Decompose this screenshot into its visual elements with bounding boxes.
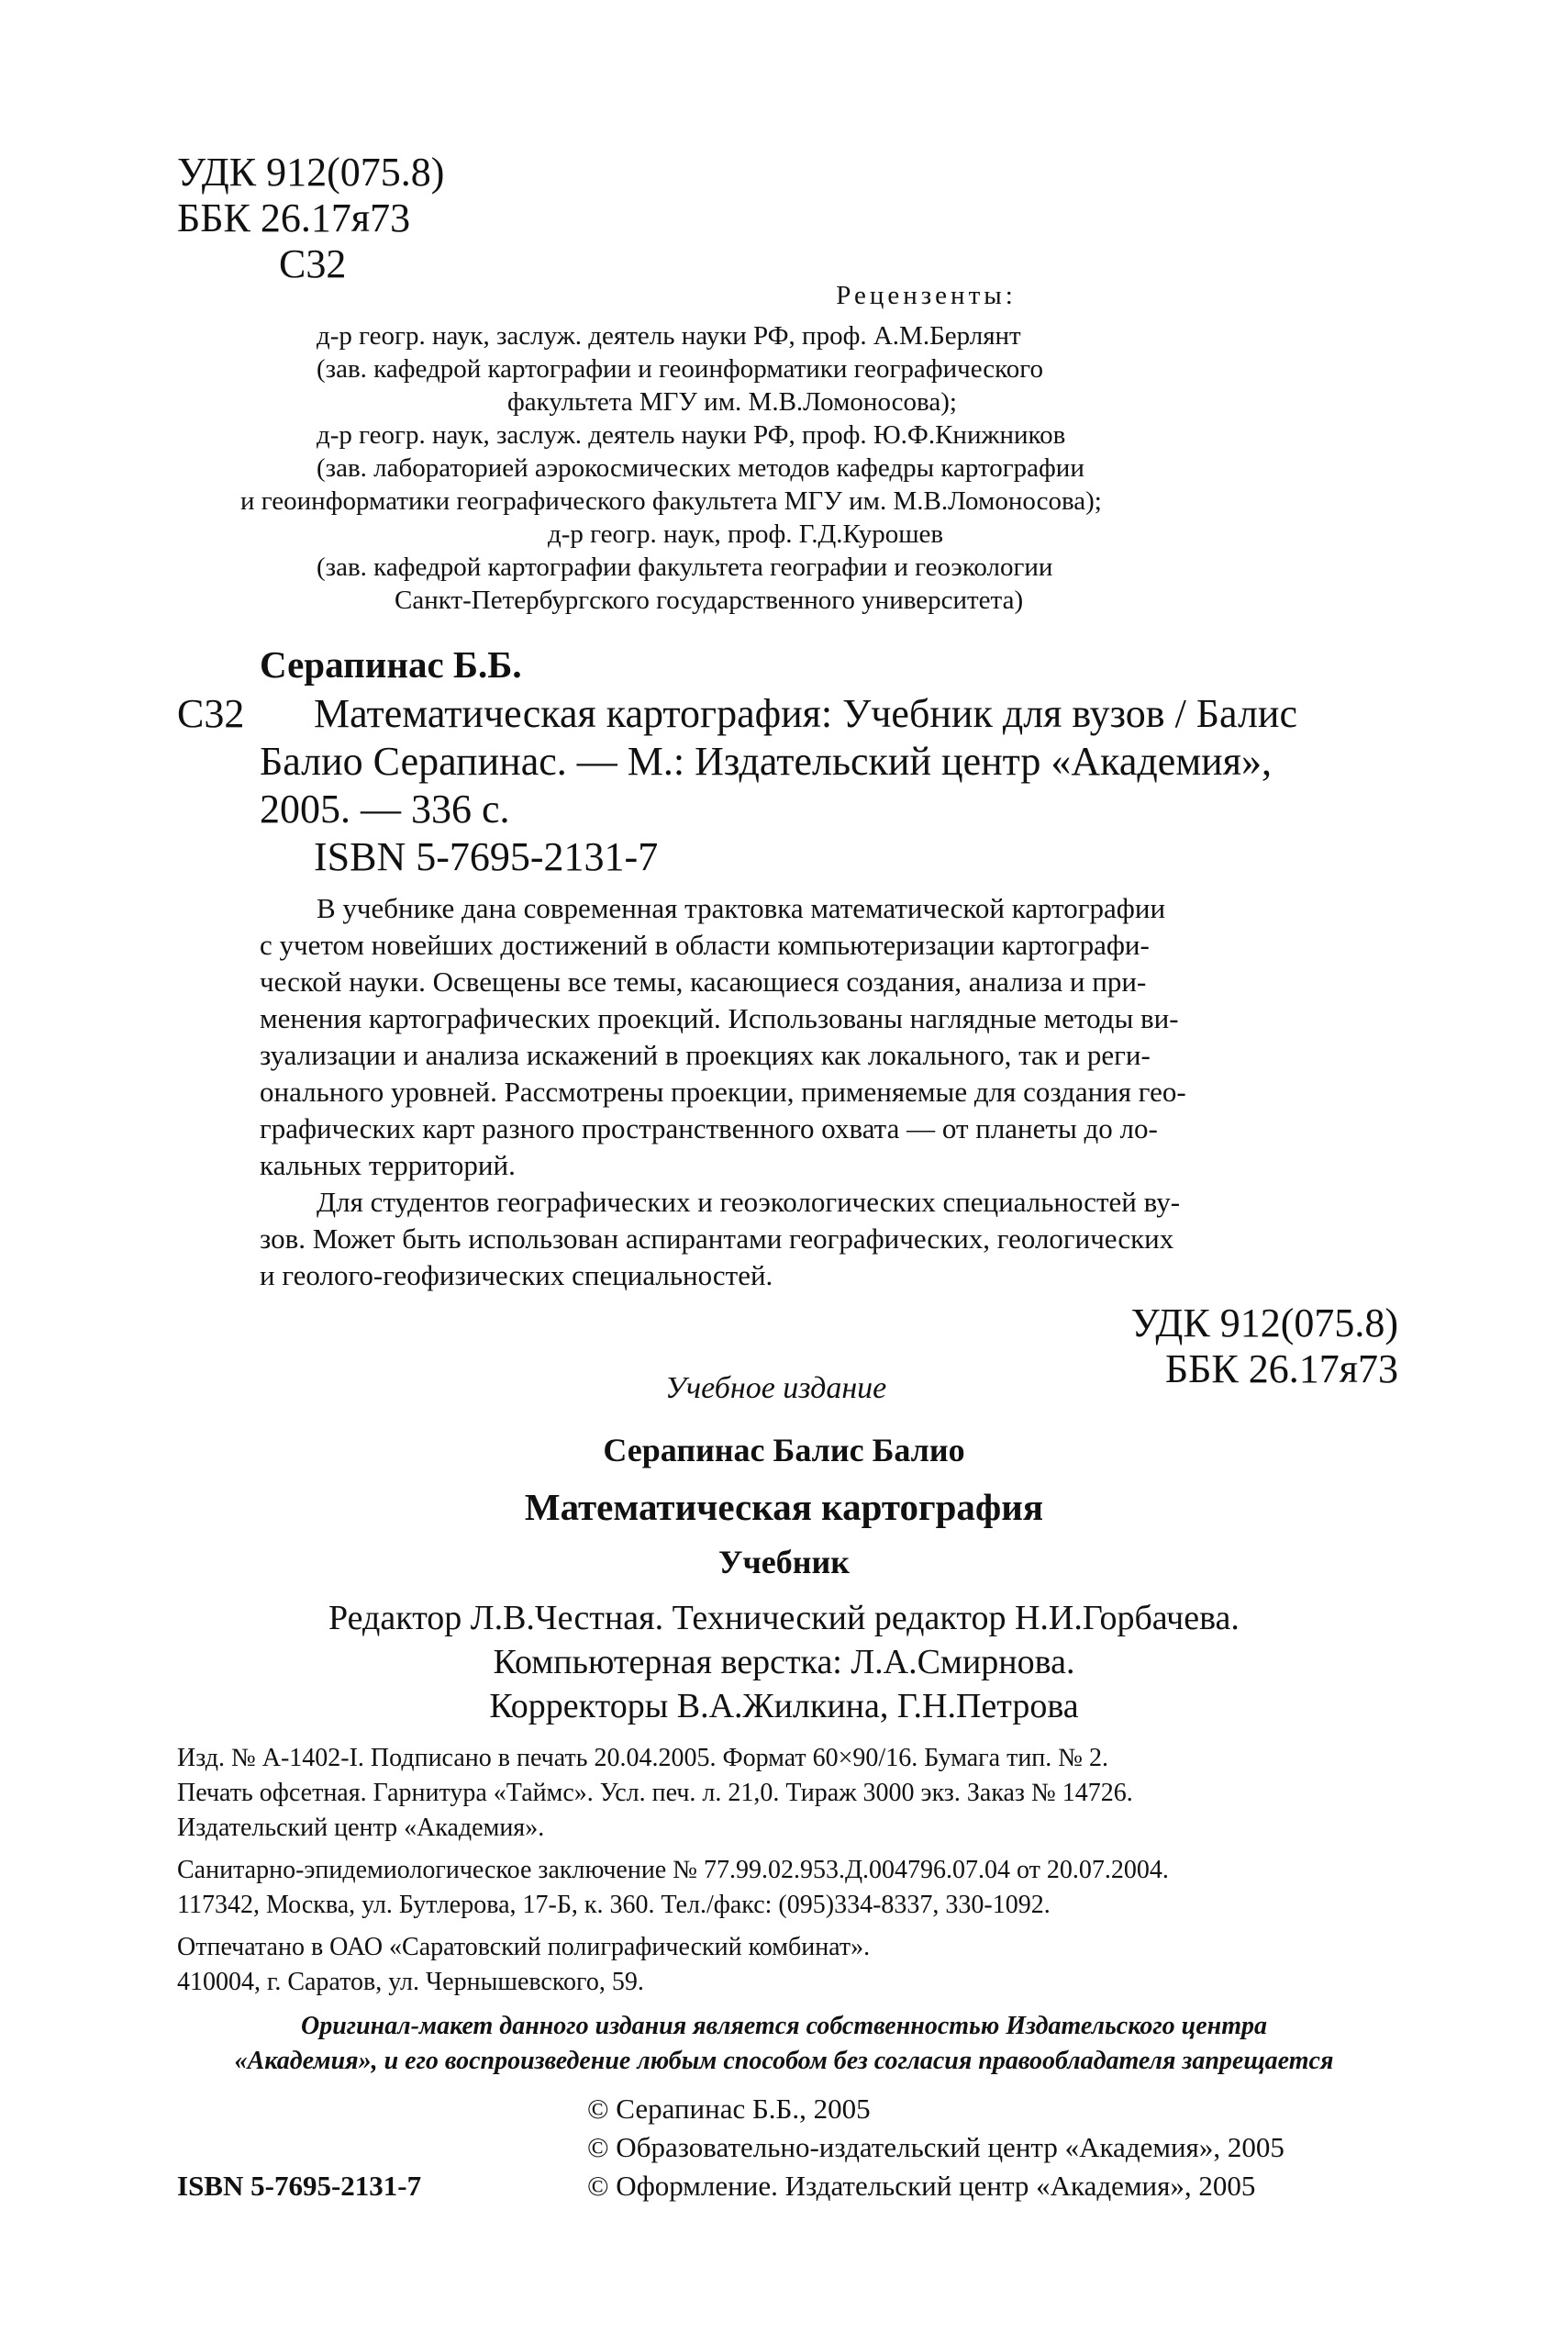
tech-line-4: Санитарно-эпидемиологическое заключение № 77.99.02.953.Д.004796.07.04 от 20.07.2004. [177,1856,1169,1884]
annotation-line-2: с учетом новейших достижений в области компьютеризации картографи- [260,929,1150,961]
bbk-code: ББК 26.17я73 [177,195,411,240]
annotation-line-3: ческой науки. Освещены все темы, касающиеся создания, анализа и при- [260,966,1147,998]
tech-line-7: 410004, г. Саратов, ул. Чернышевского, 59. [177,1968,644,1996]
reviewer-line-8: (зав. кафедрой картографии факультета географии и геоэкологии [317,553,1053,582]
edition-type: Учебное издание [665,1371,887,1405]
imprint-isbn: ISBN 5-7695-2131-7 [177,2170,422,2202]
imprint-subtitle: Учебник [718,1544,850,1580]
reviewer-line-3: факультета МГУ им. М.В.Ломоносова); [507,387,957,417]
annotation-line-5: зуализации и анализа искажений в проекциях как локального, так и реги- [260,1039,1151,1071]
catalog-line-1: Математическая картография: Учебник для вузов / Балис [314,691,1298,736]
imprint-author: Серапинас Балис Балио [603,1432,965,1468]
tech-line-2: Печать офсетная. Гарнитура «Таймс». Усл. печ. л. 21,0. Тираж 3000 экз. Заказ № 14726. [177,1779,1133,1807]
reviewer-line-1: д-р геогр. наук, заслуж. деятель науки РФ, проф. А.М.Берлянт [317,321,1021,351]
annotation-audience-line-3: и геолого-геофизических специальностей. [260,1259,773,1291]
catalog-line-2: Балио Серапинас. — М.: Издательский центр «Академия», [260,739,1272,784]
catalog-code: С32 [177,691,245,736]
reviewers-title: Рецензенты: [836,281,1017,310]
annotation-line-8: кальных территорий. [260,1149,516,1181]
staff-layout: Компьютерная верстка: Л.А.Смирнова. [493,1643,1075,1681]
reviewer-line-7: д-р геогр. наук, проф. Г.Д.Курошев [548,519,944,549]
annotation-line-1: В учебнике дана современная трактовка математической картографии [317,892,1166,924]
catalog-isbn: ISBN 5-7695-2131-7 [314,834,659,879]
staff-proofreaders: Корректоры В.А.Жилкина, Г.Н.Петрова [489,1687,1079,1725]
reviewer-line-5: (зав. лабораторией аэрокосмических методов кафедры картографии [317,453,1084,483]
bbk-code-right: ББК 26.17я73 [1164,1346,1398,1391]
annotation-line-6: онального уровней. Рассмотрены проекции, применяемые для создания гео- [260,1076,1186,1108]
annotation-line-7: графических карт разного пространственного охвата — от планеты до ло- [260,1112,1158,1144]
tech-line-1: Изд. № А-1402-I. Подписано в печать 20.04.2005. Формат 60×90/16. Бумага тип. № 2. [177,1744,1108,1772]
annotation-audience-line-1: Для студентов географических и геоэкологических специальностей ву- [317,1186,1181,1218]
reviewer-line-6: и геоинформатики географического факультета МГУ им. М.В.Ломоносова); [240,486,1102,516]
author-sign-code: С32 [279,241,347,286]
copyright-author: © Серапинас Б.Б., 2005 [587,2093,871,2125]
copyright-center: © Образовательно-издательский центр «Академия», 2005 [587,2131,1284,2163]
catalog-author: Серапинас Б.Б. [260,643,522,686]
reviewer-line-2: (зав. кафедрой картографии и геоинформатики географического [317,354,1043,384]
catalog-line-3: 2005. — 336 с. [260,787,510,832]
annotation-audience-line-2: зов. Может быть использован аспирантами географических, геологических [260,1222,1174,1255]
reviewer-line-9: Санкт-Петербургского государственного университета) [395,586,1024,615]
reviewer-line-4: д-р геогр. наук, заслуж. деятель науки РФ, проф. Ю.Ф.Книжников [317,420,1066,450]
udk-code: УДК 912(075.8) [177,150,445,195]
tech-line-3: Издательский центр «Академия». [177,1814,545,1842]
tech-line-6: Отпечатано в ОАО «Саратовский полиграфический комбинат». [177,1933,871,1961]
legal-notice-line-1: Оригинал-макет данного издания является собственностью Издательского центра [300,2012,1268,2040]
copyright-design: © Оформление. Издательский центр «Академия», 2005 [587,2170,1256,2202]
staff-editors: Редактор Л.В.Честная. Технический редактор Н.И.Горбачева. [328,1599,1240,1637]
tech-line-5: 117342, Москва, ул. Бутлерова, 17-Б, к. 360. Тел./факс: (095)334-8337, 330-1092. [177,1891,1051,1919]
annotation-line-4: менения картографических проекций. Использованы наглядные методы ви- [260,1002,1179,1034]
udk-code-right: УДК 912(075.8) [1130,1300,1398,1345]
legal-notice-line-2: «Академия», и его воспроизведение любым способом без согласия правообладателя запрещается [234,2047,1334,2075]
imprint-title: Математическая картография [524,1486,1044,1528]
